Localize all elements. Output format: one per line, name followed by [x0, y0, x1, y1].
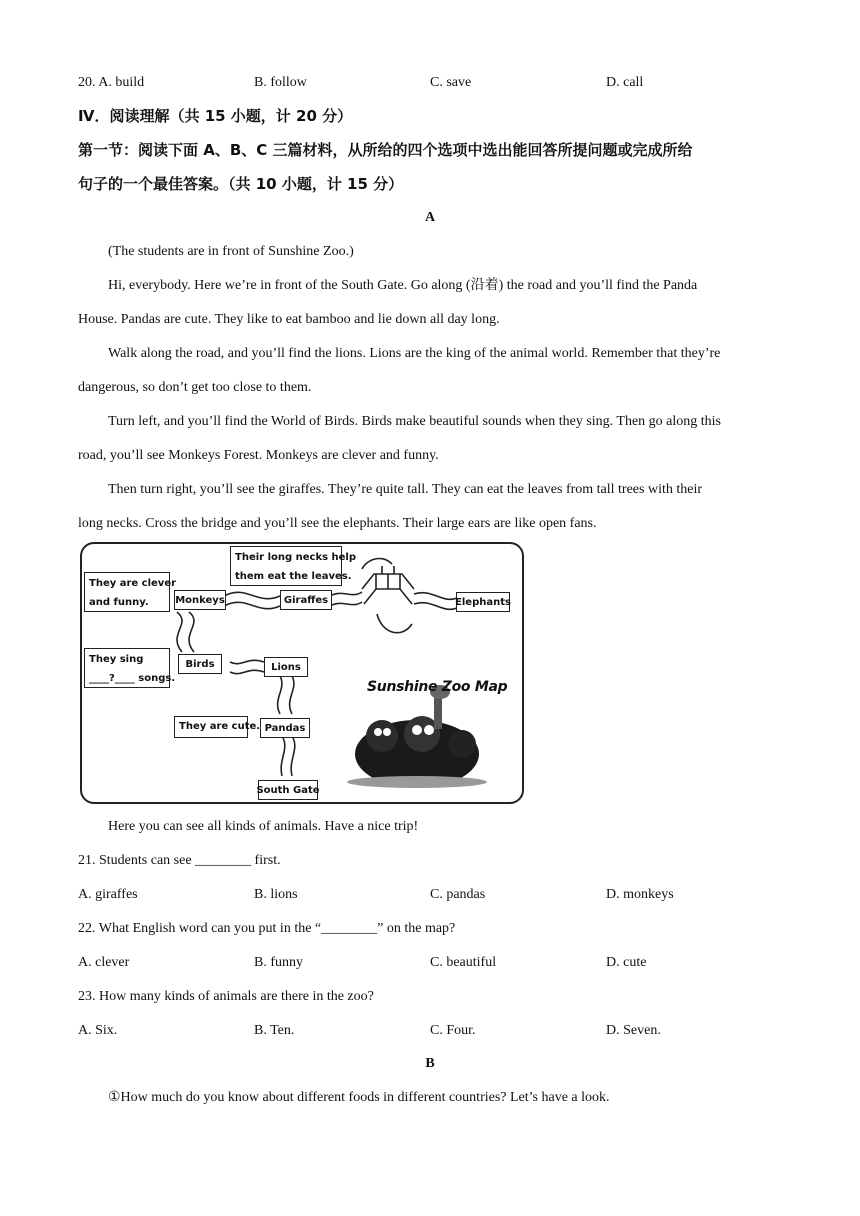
- location-lions: Lions: [264, 657, 308, 677]
- location-giraffes: Giraffes: [280, 590, 332, 610]
- passage-a-p3-line2: road, you’ll see Monkeys Forest. Monkeys are clever and funny.: [78, 448, 439, 463]
- note-monkeys-line1: They are clever: [89, 578, 177, 589]
- map-title: Sunshine Zoo Map: [367, 679, 508, 695]
- q21-option-b: B. lions: [254, 887, 298, 902]
- q20-option-d: D. call: [606, 75, 644, 90]
- note-giraffes-line2: them eat the leaves.: [235, 571, 352, 582]
- q22-stem: 22. What English word can you put in the “________” on the map?: [78, 921, 456, 936]
- note-birds-line2: ____?____ songs.: [89, 673, 176, 684]
- q20-option-a: 20. A. build: [78, 75, 145, 90]
- q22-option-c: C. beautiful: [430, 955, 497, 970]
- passage-b-label: B: [425, 1056, 435, 1071]
- note-monkeys-line2: and funny.: [89, 597, 149, 608]
- location-elephants: Elephants: [456, 592, 510, 612]
- passage-a-p4-line2: long necks. Cross the bridge and you’ll see the elephants. Their large ears are like open fans.: [78, 516, 597, 531]
- passage-a-p3-line1: Turn left, and you’ll find the World of Birds. Birds make beautiful sounds when they sing. Then go along this: [108, 414, 721, 429]
- note-giraffes: [230, 546, 357, 586]
- passage-a-p1-line1: Hi, everybody. Here we’re in front of the South Gate. Go along (沿着) the road and you’ll find the Panda: [108, 278, 698, 293]
- note-birds: [84, 648, 176, 688]
- passage-a-p4-line1: Then turn right, you’ll see the giraffes. They’re quite tall. They can eat the leaves from tall trees with their: [108, 482, 703, 497]
- passage-a-intro: (The students are in front of Sunshine Zoo.): [108, 244, 354, 259]
- q23-option-c: C. Four.: [430, 1023, 476, 1038]
- location-pandas: Pandas: [260, 718, 310, 738]
- animal-illustration: [347, 685, 487, 788]
- q22-option-b: B. funny: [254, 955, 303, 970]
- q23-option-a: A. Six.: [78, 1023, 118, 1038]
- q22-option-a: A. clever: [78, 955, 130, 970]
- passage-a-closing: Here you can see all kinds of animals. Have a nice trip!: [108, 819, 419, 834]
- instruction-line-2: 句子的一个最佳答案。（共 10 小题，计 15 分）: [78, 175, 404, 193]
- location-birds: Birds: [178, 654, 222, 674]
- q20-option-b: B. follow: [254, 75, 307, 90]
- location-south-gate: South Gate: [258, 780, 318, 800]
- q21-option-c: C. pandas: [430, 887, 486, 902]
- q21-stem: 21. Students can see ________ first.: [78, 853, 281, 868]
- passage-a-p2-line1: Walk along the road, and you’ll find the lions. Lions are the king of the animal world. Remember that they’re: [108, 346, 721, 361]
- q23-option-b: B. Ten.: [254, 1023, 295, 1038]
- passage-a-p1-line2: House. Pandas are cute. They like to eat bamboo and lie down all day long.: [78, 312, 500, 327]
- passage-a-p2-line2: dangerous, so don’t get too close to them.: [78, 380, 312, 395]
- instruction-line-1: 第一节：阅读下面 A、B、C 三篇材料，从所给的四个选项中选出能回答所提问题或完成所给: [78, 141, 693, 159]
- q20-option-c: C. save: [430, 75, 472, 90]
- zoo-map: [80, 542, 524, 804]
- q22-option-d: D. cute: [606, 955, 647, 970]
- q23-option-d: D. Seven.: [606, 1023, 661, 1038]
- section-title: Ⅳ．阅读理解（共 15 小题，计 20 分）: [78, 107, 353, 125]
- passage-a-label: A: [424, 210, 436, 225]
- note-monkeys: [84, 572, 177, 612]
- q21-option-d: D. monkeys: [606, 887, 674, 902]
- q21-option-a: A. giraffes: [78, 887, 138, 902]
- note-birds-line1: They sing: [89, 654, 144, 665]
- passage-b-p1: ①How much do you know about different foods in different countries? Let’s have a look.: [108, 1090, 610, 1105]
- q23-stem: 23. How many kinds of animals are there in the zoo?: [78, 989, 374, 1004]
- location-monkeys: Monkeys: [174, 590, 226, 610]
- note-giraffes-line1: Their long necks help: [235, 552, 357, 563]
- note-pandas: They are cute.: [174, 716, 248, 738]
